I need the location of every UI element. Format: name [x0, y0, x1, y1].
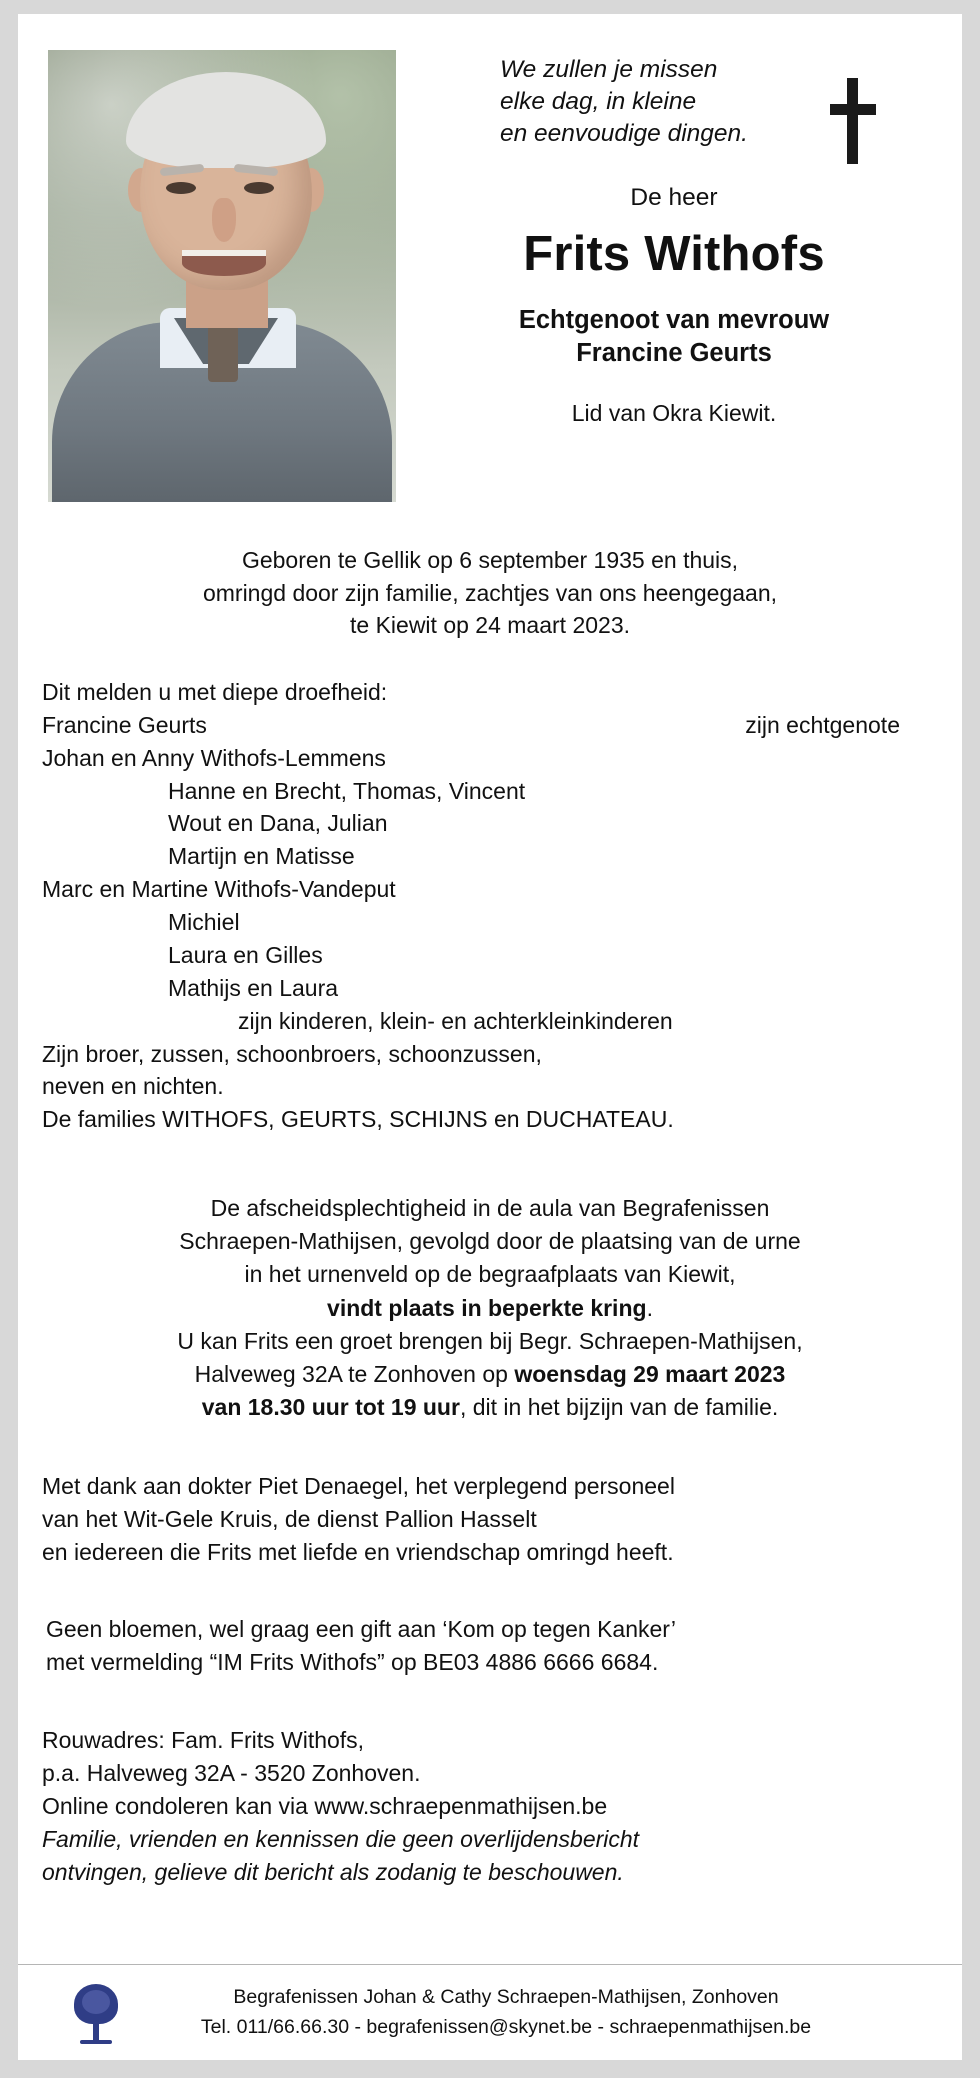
tree-icon — [68, 1982, 124, 2044]
memorial-inner — [18, 14, 962, 2060]
mourning-address-block — [18, 1724, 962, 1890]
title-prefix: De heer — [630, 183, 718, 211]
notice-line-1: Familie, vrienden en kennissen die geen overlijdensbericht — [42, 1825, 640, 1852]
birth-death-block — [18, 544, 962, 642]
spouse-name: Francine Geurts — [42, 711, 207, 738]
thanks-line-1: Met dank aan dokter Piet Denaegel, het verplegend personeel — [42, 1472, 675, 1499]
ceremony-line-3: in het urnenveld op de begraafplaats van Kiewit, — [244, 1261, 736, 1288]
ceremony-line-1: De afscheidsplechtigheid in de aula van Begrafenissen — [210, 1195, 770, 1222]
address-line-2: p.a. Halveweg 32A - 3520 Zonhoven. — [42, 1759, 421, 1786]
family-line-7: Laura en Gilles — [168, 941, 323, 968]
quote-line-1: We zullen je missen — [500, 56, 718, 83]
ceremony-line-4-end: . — [646, 1294, 653, 1321]
portrait-container — [48, 50, 396, 502]
birth-line-2: omringd door zijn familie, zachtjes van ons heengegaan, — [202, 579, 778, 606]
footer-line-1: Begrafenissen Johan & Cathy Schraepen-Mathijsen, Zonhoven — [233, 1986, 779, 2009]
spouse-row — [42, 709, 900, 742]
deceased-photo — [48, 50, 396, 502]
quote-line-3: en eenvoudige dingen. — [500, 119, 748, 147]
footer-line-2: Tel. 011/66.66.30 - begrafenissen@skynet.be - schraepenmathijsen.be — [200, 2015, 812, 2038]
family-line-5: Marc en Martine Withofs-Vandeput — [42, 876, 396, 903]
birth-line-3: te Kiewit op 24 maart 2023. — [350, 612, 630, 639]
announcement-block — [18, 676, 962, 1136]
tree-base — [80, 2040, 112, 2044]
spouse-line-2: Francine Geurts — [576, 338, 772, 367]
family-line-8: Mathijs en Laura — [168, 974, 339, 1001]
address-line-3: Online condoleren kan via www.schraepenmathijsen.be — [42, 1792, 608, 1819]
ceremony-line-7-end: , dit in het bijzijn van de familie. — [459, 1393, 779, 1420]
ceremony-line-2: Schraepen-Mathijsen, gevolgd door de plaatsing van de urne — [179, 1228, 801, 1255]
membership-line: Lid van Okra Kiewit. — [571, 399, 777, 426]
photo-nose — [212, 198, 236, 242]
announce-intro: Dit melden u met diepe droefheid: — [42, 678, 388, 705]
ceremony-block — [18, 1192, 962, 1424]
cross-icon — [830, 78, 876, 164]
family-line-2: Hanne en Brecht, Thomas, Vincent — [168, 777, 526, 804]
relatives-line-2: neven en nichten. — [42, 1073, 224, 1100]
donation-block — [18, 1613, 962, 1679]
birth-line-1: Geboren te Gellik op 6 september 1935 en thuis, — [241, 547, 739, 573]
children-note: zijn kinderen, klein- en achterkleinkinderen — [238, 1007, 673, 1034]
family-line-4: Martijn en Matisse — [168, 843, 355, 870]
spouse-block — [416, 304, 932, 370]
ceremony-date: woensdag 29 maart 2023 — [514, 1360, 786, 1387]
photo-mouth — [182, 250, 266, 276]
cross-horizontal — [830, 104, 876, 115]
thanks-line-3: en iedereen die Frits met liefde en vriendschap omringd heeft. — [42, 1539, 674, 1566]
memorial-card — [18, 14, 962, 2060]
ceremony-line-7 — [52, 1391, 928, 1424]
family-line-6: Michiel — [168, 909, 240, 936]
header-section — [18, 14, 962, 502]
tree-trunk — [93, 2016, 99, 2042]
photo-tie — [208, 322, 238, 382]
ceremony-time: van 18.30 uur tot 19 uur — [201, 1393, 460, 1420]
ceremony-line-4 — [52, 1292, 928, 1325]
thanks-block — [18, 1470, 962, 1569]
ceremony-limited-circle: vindt plaats in beperkte kring — [327, 1294, 647, 1321]
cross-vertical — [847, 78, 858, 164]
address-line-1: Rouwadres: Fam. Frits Withofs, — [42, 1726, 365, 1753]
relatives-line-1: Zijn broer, zussen, schoonbroers, schoonzussen, — [42, 1040, 542, 1067]
header-text — [396, 50, 932, 502]
notice-line-2: ontvingen, gelieve dit bericht als zodanig te beschouwen. — [42, 1858, 624, 1885]
spouse-line-1: Echtgenoot van mevrouw — [518, 305, 830, 334]
spouse-relation: zijn echtgenote — [745, 711, 900, 738]
footer-text — [124, 1983, 928, 2042]
ceremony-line-6-start: Halveweg 32A te Zonhoven op — [194, 1360, 515, 1387]
deceased-name: Frits Withofs — [523, 226, 825, 281]
photo-eye-right — [244, 182, 274, 194]
donation-line-2: met vermelding “IM Frits Withofs” op BE03 4886 6666 6684. — [46, 1649, 659, 1676]
ceremony-line-5: U kan Frits een groet brengen bij Begr. Schraepen-Mathijsen, — [177, 1327, 803, 1354]
photo-eye-left — [166, 182, 196, 194]
family-line-1: Johan en Anny Withofs-Lemmens — [42, 744, 386, 771]
ceremony-line-6 — [52, 1358, 928, 1391]
family-line-3: Wout en Dana, Julian — [168, 810, 388, 837]
thanks-line-2: van het Wit-Gele Kruis, de dienst Pallion Hasselt — [42, 1506, 537, 1533]
donation-line-1: Geen bloemen, wel graag een gift aan ‘Kom op tegen Kanker’ — [46, 1616, 676, 1643]
families-line: De families WITHOFS, GEURTS, SCHIJNS en DUCHATEAU. — [42, 1106, 674, 1133]
footer — [18, 1964, 962, 2060]
quote-line-2: elke dag, in kleine — [500, 87, 697, 115]
